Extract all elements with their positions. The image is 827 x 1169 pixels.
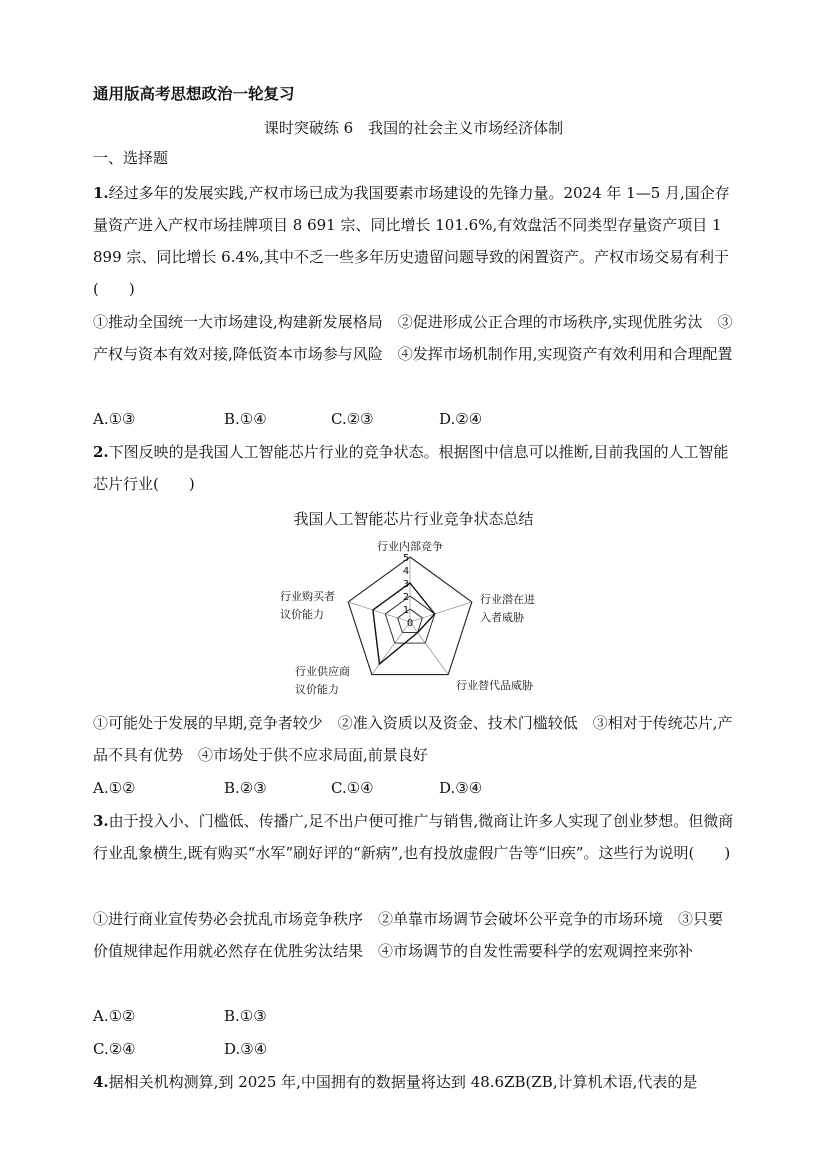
radar-spokes — [348, 557, 472, 675]
question-3-statements: ①进行商业宣传势必会扰乱市场竞争秩序 ②单靠市场调节会破坏公平竞争的市场环境 ③只要价值规律起作用就必然存在优胜劣汰结果 ④市场调节的自发性需要科学的宏观调控来弥补 — [93, 910, 724, 960]
axis-label-buyer-2: 议价能力 — [280, 608, 324, 621]
section-title: 一、选择题 — [93, 149, 169, 167]
q2-option-b[interactable]: B.②③ — [224, 779, 267, 797]
q3-option-d[interactable]: D.③④ — [224, 1040, 268, 1058]
axis-label-new-entrants-1: 行业潜在进 — [480, 593, 535, 606]
q2-option-d[interactable]: D.③④ — [439, 779, 483, 797]
question-4-stem — [93, 1066, 735, 1098]
q1-option-b[interactable]: B.①④ — [224, 410, 267, 428]
doc-subtitle: 课时突破练 6 我国的社会主义市场经济体制 — [263, 119, 564, 137]
axis-label-buyer-1: 行业购买者 — [280, 590, 335, 603]
radar-tick-2: 2 — [402, 592, 410, 603]
question-1-text: 经过多年的发展实践,产权市场已成为我国要素市场建设的先锋力量。2024 年 1—5 月,国企存量资产进入产权市场挂牌项目 8 691 宗、同比增长 101.6%,有效盘活不同类型存量资产项目 1 899 宗、同比增长 6.4%,其中不乏一些多年历史遗留问题导致的闲置资产。产权市场交易有利于( ) — [93, 184, 730, 298]
radar-tick-3: 3 — [402, 579, 410, 590]
axis-label-supplier-2: 议价能力 — [295, 683, 339, 696]
question-3-stem — [93, 805, 735, 869]
radar-tick-0: 0 — [406, 618, 414, 629]
radar-tick-labels — [403, 553, 413, 629]
radar-tick-5: 5 — [402, 553, 410, 564]
question-1-statements: ①推动全国统一大市场建设,构建新发展格局 ②促进形成公正合理的市场秩序,实现优胜劣汰 ③产权与资本有效对接,降低资本市场参与风险 ④发挥市场机制作用,实现资产有效利用和合理配置 — [93, 313, 733, 363]
question-4-text: 据相关机构测算,到 2025 年,中国拥有的数据量将达到 48.6ZB(ZB,计算机术语,代表的是 — [108, 1073, 698, 1091]
q3-option-c[interactable]: C.②④ — [93, 1040, 136, 1058]
question-3-number: 3. — [93, 812, 109, 830]
radar-tick-1: 1 — [402, 605, 410, 616]
q1-option-c[interactable]: C.②③ — [331, 410, 374, 428]
q3-option-b[interactable]: B.①③ — [224, 1007, 267, 1025]
radar-chart — [250, 530, 570, 700]
q2-option-a[interactable]: A.①② — [93, 779, 136, 797]
question-1-stem — [93, 177, 735, 305]
axis-label-supplier-1: 行业供应商 — [295, 665, 350, 678]
q3-option-a[interactable]: A.①② — [93, 1007, 136, 1025]
question-3-text: 由于投入小、门槛低、传播广,足不出户便可推广与销售,微商让许多人实现了创业梦想。但微商行业乱象横生,既有购买“水军”刷好评的“新病”,也有投放虚假广告等“旧疾”。这些行为说明( ) — [93, 812, 734, 862]
axis-label-internal-competition: 行业内部竞争 — [377, 540, 443, 553]
question-2-statements: ①可能处于发展的早期,竞争者较少 ②准入资质以及资金、技术门槛较低 ③相对于传统芯片,产品不具有优势 ④市场处于供不应求局面,前景良好 — [93, 714, 733, 764]
doc-header: 通用版高考思想政治一轮复习 — [93, 84, 295, 103]
axis-label-new-entrants-2: 入者威胁 — [480, 611, 524, 624]
chart-title: 我国人工智能芯片行业竞争状态总结 — [293, 510, 534, 528]
question-4-number: 4. — [93, 1073, 109, 1091]
radar-tick-4: 4 — [402, 566, 410, 577]
q1-option-d[interactable]: D.②④ — [439, 410, 483, 428]
radar-spoke — [410, 602, 472, 622]
q1-option-a[interactable]: A.①③ — [93, 410, 136, 428]
question-1-number: 1. — [93, 184, 109, 202]
question-2-text: 下图反映的是我国人工智能芯片行业的竞争状态。根据图中信息可以推断,目前我国的人工智能芯片行业( ) — [93, 443, 729, 493]
axis-label-substitutes: 行业替代品威胁 — [456, 679, 533, 692]
question-2-stem — [93, 436, 735, 500]
question-2-number: 2. — [93, 443, 109, 461]
q2-option-c[interactable]: C.①④ — [331, 779, 374, 797]
